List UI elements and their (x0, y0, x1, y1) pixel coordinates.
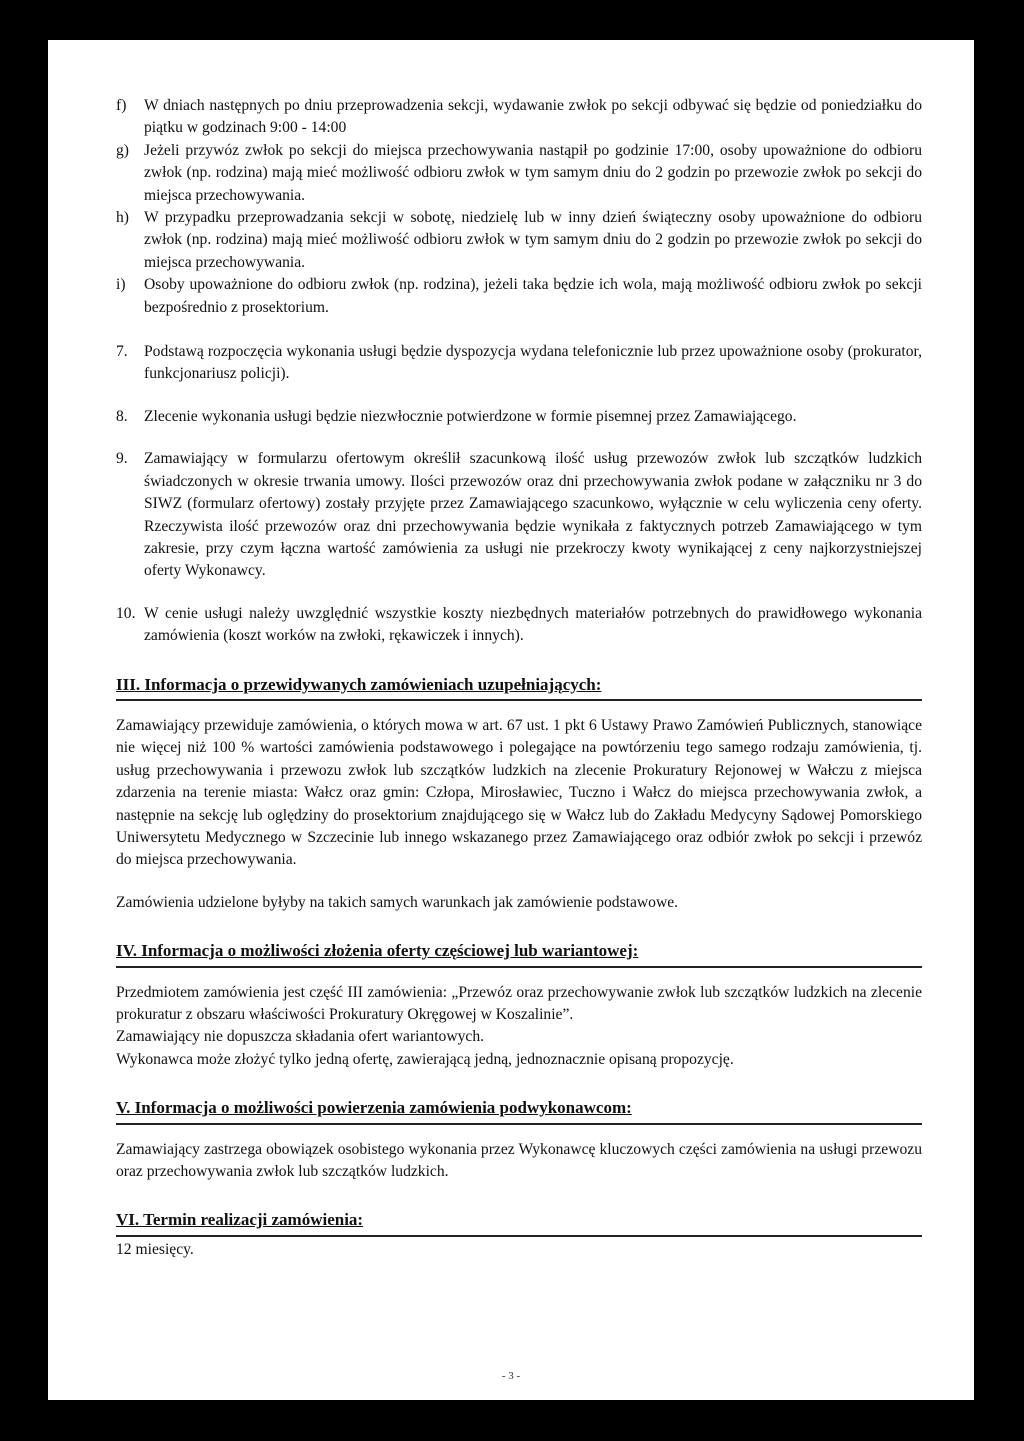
section-heading-v (116, 1097, 922, 1124)
item-text: W przypadku przeprowadzania sekcji w sobotę, niedzielę lub w inny dzień świąteczny osoby upoważnione do odbioru zwłok (np. rodzina) mają mieć możliwość odbioru zwłok w tym samym dniu do 2 godzin po przewozie zwłok po sekcji do miejsca przechowywania. (144, 209, 922, 271)
item-text: Zamawiający w formularzu ofertowym określił szacunkową ilość usług przewozów zwłok lub szczątków ludzkich świadczonych w okresie trwania umowy. Ilości przewozów oraz dni przechowywania zwłok podane w załączniku nr 3 do SIWZ (formularz ofertowy) zostały przyjęte przez Zamawiającego szacunkowo, wyłącznie w celu wyliczenia ceny oferty. Rzeczywista ilość przewozów oraz dni przechowywania będzie wynikała z faktycznych potrzeb Zamawiającego w tym zakresie, przy czym łączna wartość zamówienia za usługi nie przekroczy kwoty wynikającej z ceny najkorzystniejszej oferty Wykonawcy. (144, 450, 922, 580)
section-title: V. Informacja o możliwości powierzenia zamówienia podwykonawcom: (116, 1098, 632, 1118)
section-title: VI. Termin realizacji zamówienia: (116, 1210, 364, 1230)
section-title: III. Informacja o przewidywanych zamówieniach uzupełniających: (116, 674, 602, 694)
section-heading-iv (116, 940, 922, 967)
item-number: 9. (116, 450, 128, 468)
page-number: - 3 - (501, 1370, 521, 1382)
list-item-h (116, 207, 922, 274)
list-item-i (116, 274, 922, 319)
section-iii-paragraph: Zamawiający przewiduje zamówienia, o których mowa w art. 67 ust. 1 pkt 6 Ustawy Prawo Zamówień Publicznych, stanowiące nie więcej niż 100 % wartości zamówienia podstawowego i polegające na powtórzeniu tego samego rodzaju zamówienia, tj. usług przechowywania i przewozu zwłok lub szczątków ludzkich na zlecenie Prokuratury Rejonowej w Wałczu z miejsca zdarzenia na terenie miasta: Wałcz oraz gmin: Człopa, Mirosławiec, Tuczno i Wałcz do miejsca przechowywania zwłok, a następnie na sekcję lub oględziny do prosektorium znajdującego się w Wałcz lub do Zakładu Medycyny Sądowej Pomorskiego Uniwersytetu Medycznego w Szczecinie lub innego wskazanego przez Zamawiającego oraz odbiór zwłok po sekcji i przewóz do miejsca przechowywania. (116, 716, 922, 869)
section-iv-paragraph: Wykonawca może złożyć tylko jedną ofertę, zawierającą jedną, jednoznacznie opisaną propozycję. (116, 1050, 734, 1068)
section-heading-iii (116, 674, 922, 701)
numbered-item-8 (116, 406, 922, 428)
item-text: W dniach następnych po dniu przeprowadzenia sekcji, wydawanie zwłok po sekcji odbywać się będzie od poniedziałku do piątku w godzinach 9:00 - 14:00 (144, 97, 922, 137)
item-text: Zlecenie wykonania usługi będzie niezwłocznie potwierdzone w formie pisemnej przez Zamawiającego. (144, 407, 797, 425)
item-label: h) (116, 209, 129, 227)
list-item-g (116, 140, 922, 207)
item-text: Osoby upoważnione do odbioru zwłok (np. rodzina), jeżeli taka będzie ich wola, mają możliwość odbioru zwłok po sekcji bezpośrednio z prosektorium. (144, 276, 922, 316)
section-v-paragraph: Zamawiający zastrzega obowiązek osobistego wykonania przez Wykonawcę kluczowych części zamówienia na usługi przewozu oraz przechowywania zwłok lub szczątków ludzkich. (116, 1140, 922, 1181)
numbered-item-10 (116, 603, 922, 648)
item-number: 7. (116, 343, 128, 361)
item-label: f) (116, 97, 127, 114)
section-vi-paragraph: 12 miesięcy. (116, 1240, 194, 1258)
item-text: Podstawą rozpoczęcia wykonania usługi będzie dyspozycja wydana telefonicznie lub przez upoważnione osoby (prokurator, funkcjonariusz policji). (144, 343, 922, 383)
section-heading-vi (116, 1209, 922, 1236)
section-iii-paragraph: Zamówienia udzielone byłyby na takich samych warunkach jak zamówienie podstawowe. (116, 893, 679, 911)
document-page (48, 40, 974, 1400)
item-number: 8. (116, 407, 128, 425)
item-label: i) (116, 276, 126, 294)
item-text: W cenie usługi należy uwzględnić wszystkie koszty niezbędnych materiałów potrzebnych do prawidłowego wykonania zamówienia (koszt worków na zwłoki, rękawiczek i innych). (144, 604, 922, 645)
section-iv-paragraph: Przedmiotem zamówienia jest część III zamówienia: „Przewóz oraz przechowywanie zwłok lub szczątków ludzkich na zlecenie prokuratur z obszaru właściwości Prokuratury Okręgowej w Koszalinie”. (116, 983, 922, 1023)
item-label: g) (116, 141, 129, 159)
section-iv-paragraph: Zamawiający nie dopuszcza składania ofert wariantowych. (116, 1028, 485, 1046)
item-number: 10. (116, 604, 136, 622)
numbered-item-7 (116, 341, 922, 386)
numbered-item-9 (116, 448, 922, 582)
section-title: IV. Informacja o możliwości złożenia oferty częściowej lub wariantowej: (116, 941, 639, 961)
list-item-f (116, 95, 922, 140)
page-content (116, 95, 922, 1261)
item-text: Jeżeli przywóz zwłok po sekcji do miejsca przechowywania nastąpił po godzinie 17:00, osoby upoważnione do odbioru zwłok (np. rodzina) mają mieć możliwość odbioru zwłok w tym samym dniu do 2 godzin po przewozie zwłok po sekcji do miejsca przechowywania. (144, 141, 922, 204)
